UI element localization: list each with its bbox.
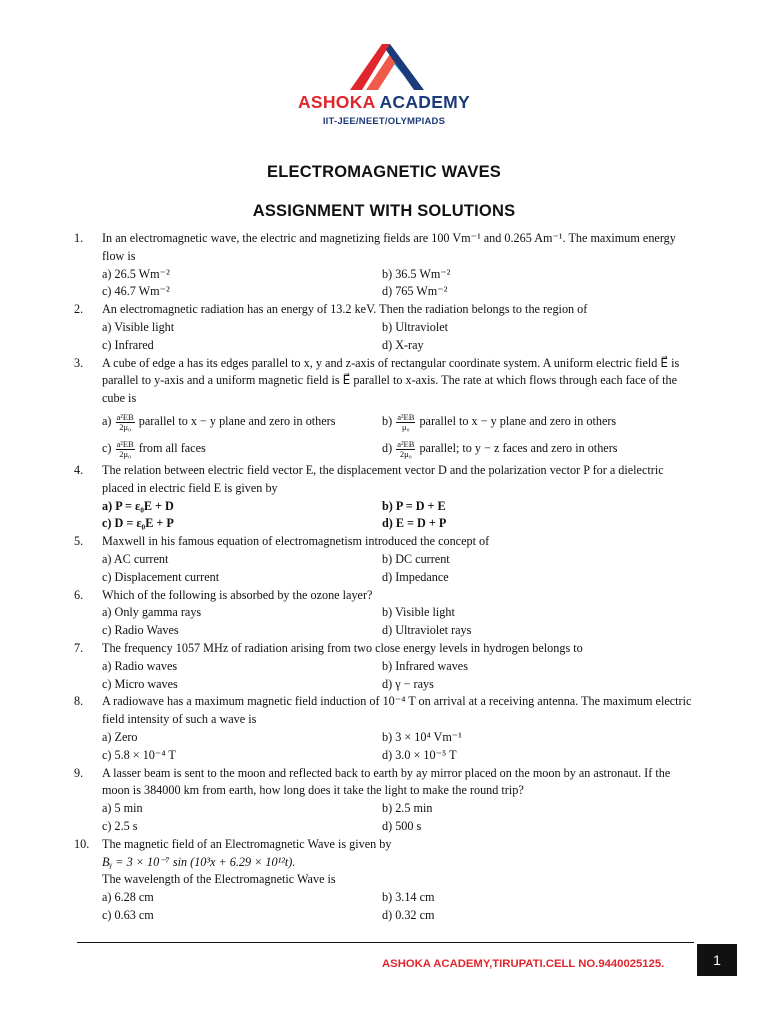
option-b: b) Ultraviolet [382, 319, 448, 334]
option-b: b) Infrared waves [382, 658, 468, 673]
question-item [74, 533, 694, 586]
academy-logo [290, 38, 478, 134]
question-item [74, 355, 694, 462]
option-d: d) Impedance [382, 569, 449, 584]
question-text: The frequency 1057 MHz of radiation arising from two close energy levels in hydrogen belongs to [102, 640, 583, 655]
option-a: a) Visible light [102, 319, 175, 334]
option-c: c) 5.8 × 10⁻⁴ T [102, 747, 176, 762]
question-number: 8. [74, 694, 84, 709]
question-number: 2. [74, 302, 84, 317]
question-number: 6. [74, 587, 84, 602]
question-number: 3. [74, 355, 84, 370]
option-c: c) Infrared [102, 337, 154, 352]
option-d: d) 765 Wm⁻² [382, 284, 448, 299]
page-subtitle: ASSIGNMENT WITH SOLUTIONS [252, 202, 516, 220]
option-d: d) X-ray [382, 337, 424, 352]
option-a: a) 26.5 Wm⁻² [102, 266, 170, 281]
option-d: d) 500 s [382, 818, 422, 833]
option-d: d) Ultraviolet rays [382, 623, 472, 638]
footer-contact: ASHOKA ACADEMY,TIRUPATI.CELL NO.9440025125. [382, 958, 665, 970]
option-b: b) P = D + E [382, 498, 446, 513]
question-item [74, 230, 694, 301]
option-a: a) P = ε₀E + D [102, 498, 174, 513]
option-a: a) AC current [102, 551, 169, 566]
question-text: A cube of edge a has its edges parallel to x, y and z-axis of rectangular coordinate system. A uniform electric field E⃗ is parallel to y-axis and a uniform magnetic field is E⃗ parallel to x-axis. The rate at which flows through each face of the cube is [102, 355, 680, 406]
question-number: 10. [74, 836, 90, 851]
option-b: b) $\frac{\text{a²EB}}{\text{μ₀}}$ parallel to x − y plane and zero in others [382, 411, 617, 432]
option-b: b) DC current [382, 551, 450, 566]
logo-tagline: IIT-JEE/NEET/OLYMPIADS [322, 116, 446, 127]
option-d: d) γ − rays [382, 676, 434, 691]
footer-divider [77, 942, 694, 943]
question-item [74, 640, 694, 693]
option-a: a) 5 min [102, 801, 143, 816]
question-number: 1. [74, 231, 84, 245]
question-text-continued: The wavelength of the Electromagnetic Wave is [102, 872, 336, 887]
option-b: b) 36.5 Wm⁻² [382, 266, 451, 281]
option-c: c) 2.5 s [102, 818, 138, 833]
question-number: 7. [74, 640, 84, 655]
question-text: Which of the following is absorbed by the ozone layer? [102, 587, 373, 602]
option-c: c) Radio Waves [102, 623, 179, 638]
question-text: In an electromagnetic wave, the electric and magnetizing fields are 100 Vm⁻¹ and 0.265 Am⁻¹. The maximum energy flow is [102, 231, 676, 263]
question-number: 5. [74, 534, 84, 549]
question-number: 4. [74, 462, 84, 477]
fraction: $\frac{\text{a²EB}}{\text{2μ₀}}$ [116, 438, 134, 459]
question-equation: Bᵧ = 3 × 10⁻⁷ sin (10³x + 6.29 × 10¹²t). [102, 854, 296, 869]
option-c: c) Displacement current [102, 569, 220, 584]
option-d: d) 3.0 × 10⁻⁵ T [382, 747, 457, 762]
question-item [74, 765, 694, 836]
option-a: a) $\frac{\text{a²EB}}{\text{2μ₀}}$ parallel to x − y plane and zero in others [102, 411, 336, 432]
question-text: The relation between electric field vector E, the displacement vector D and the polarization vector P for a dielectric placed in electric field E is given by [102, 462, 664, 495]
option-c: c) $\frac{\text{a²EB}}{\text{2μ₀}}$ from all faces [102, 438, 206, 459]
option-b: b) 3.14 cm [382, 890, 435, 905]
option-c: c) 0.63 cm [102, 907, 154, 922]
option-a: a) Only gamma rays [102, 605, 202, 620]
question-item [74, 587, 694, 640]
question-item [74, 693, 694, 764]
option-a: a) Radio waves [102, 658, 178, 673]
page-number: 1 [697, 944, 737, 976]
fraction: $\frac{\text{a²EB}}{\text{2μ₀}}$ [116, 411, 134, 432]
question-item [74, 836, 694, 925]
option-b: b) 3 × 10⁴ Vm⁻¹ [382, 729, 462, 744]
question-text: A radiowave has a maximum magnetic field induction of 10⁻⁴ T on arrival at a receiving antenna. The maximum electric field intensity of such a wave is [102, 694, 692, 727]
question-text: A lasser beam is sent to the moon and reflected back to earth by ay mirror placed on the moon by an astronaut. If the moon is 384000 km from earth, how long does it take the light to make the round trip? [102, 765, 671, 798]
question-list [74, 230, 694, 925]
option-b: b) Visible light [382, 605, 455, 620]
question-item [74, 301, 694, 354]
fraction: $\frac{\text{a²EB}}{\text{μ₀}}$ [397, 411, 415, 432]
option-d: d) 0.32 cm [382, 907, 435, 922]
question-text: Maxwell in his famous equation of electromagnetism introduced the concept of [102, 534, 490, 549]
question-text: The magnetic field of an Electromagnetic Wave is given by [102, 836, 392, 851]
option-a: a) 6.28 cm [102, 890, 154, 905]
option-a: a) Zero [102, 729, 138, 744]
page-title: ELECTROMAGNETIC WAVES [267, 163, 501, 181]
logo-name: ASHOKA ACADEMY [297, 92, 471, 112]
question-item [74, 462, 694, 533]
option-c: c) D = ε₀E + P [102, 516, 174, 531]
logo-triangle-icon [290, 38, 478, 98]
option-d: d) E = D + P [382, 516, 447, 531]
option-d: d) $\frac{\text{a²EB}}{\text{2μ₀}}$ parallel; to y − z faces and zero in others [382, 438, 618, 459]
fraction: $\frac{\text{a²EB}}{\text{2μ₀}}$ [397, 438, 415, 459]
question-text: An electromagnetic radiation has an energy of 13.2 keV. Then the radiation belongs to the region of [102, 302, 588, 317]
option-c: c) 46.7 Wm⁻² [102, 284, 170, 299]
option-b: b) 2.5 min [382, 801, 433, 816]
question-number: 9. [74, 765, 84, 780]
option-c: c) Micro waves [102, 676, 178, 691]
